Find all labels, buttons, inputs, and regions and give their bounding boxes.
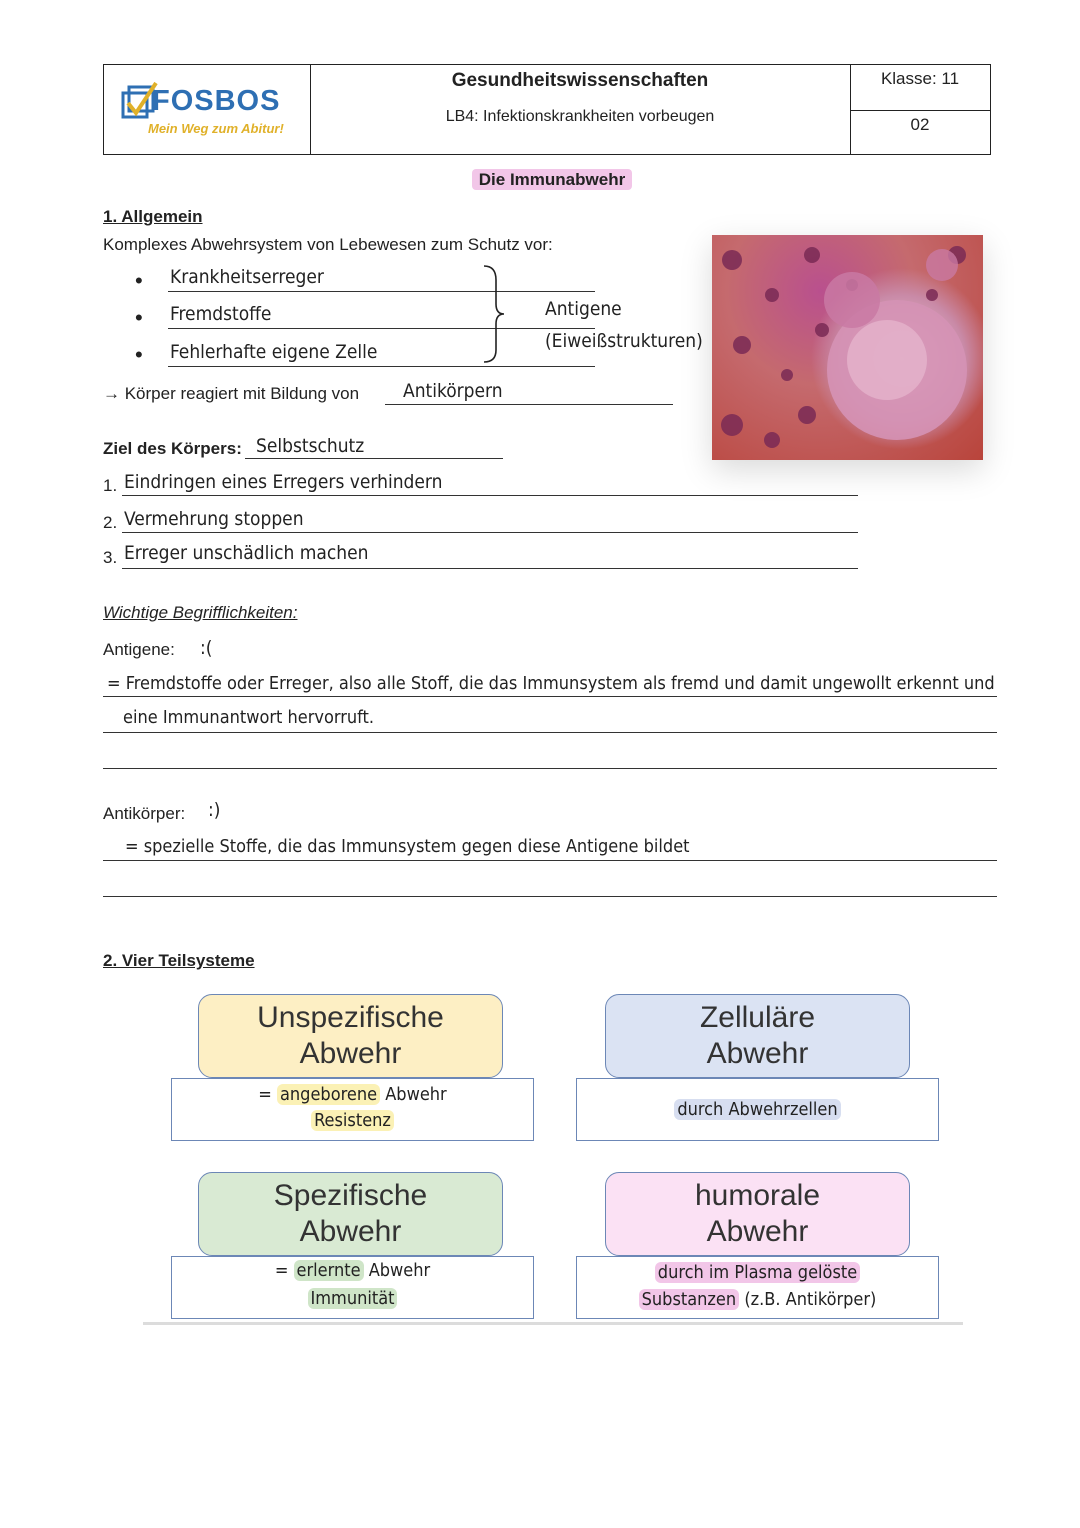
text-prefix: = <box>274 1260 294 1281</box>
box-title-line: Abwehr <box>706 1215 809 1248</box>
list-item: Fremdstoffe <box>170 303 272 325</box>
box-title-line: humorale <box>694 1179 821 1212</box>
goal-number: 3. <box>103 548 118 567</box>
answer-line <box>122 568 858 569</box>
logo-slogan: Mein Weg zum Abitur! <box>148 121 284 136</box>
box-zellulaere-content <box>576 1078 939 1141</box>
subject-title: Gesundheitswissenschaften <box>451 70 709 91</box>
answer-line <box>168 291 595 292</box>
antibody-definition: = spezielle Stoffe, die das Immunsystem gegen diese Antigene bildet <box>125 836 690 857</box>
box-humorale-title <box>605 1172 910 1256</box>
brace-label-antigene: Antigene <box>545 298 622 320</box>
list-item: Fehlerhafte eigene Zelle <box>170 341 378 363</box>
answer-line <box>103 896 997 897</box>
goal-label: Ziel des Körpers: <box>103 439 242 458</box>
box-unspezifische-content <box>171 1078 534 1141</box>
list-item: Krankheitserreger <box>170 266 324 288</box>
answer-line <box>245 458 503 459</box>
bullet: • <box>135 305 143 330</box>
goal-text: Erreger unschädlich machen <box>124 542 369 564</box>
box-line <box>577 1289 938 1310</box>
text-suffix: Abwehr <box>380 1084 447 1105</box>
brace-label-eiweiss: (Eiweißstrukturen) <box>545 330 703 352</box>
logo-text: FOSBOS <box>152 85 281 117</box>
sad-emoticon: :( <box>200 637 213 659</box>
answer-line <box>103 696 997 697</box>
box-title-line: Spezifische <box>273 1179 428 1212</box>
box-line <box>172 1110 533 1131</box>
bullet: • <box>135 268 143 293</box>
answer-line <box>103 860 997 861</box>
virus-image <box>712 235 983 460</box>
goal-text: Eindringen eines Erregers verhindern <box>124 471 443 493</box>
learning-unit: LB4: Infektionskrankheiten vorbeugen <box>445 108 715 125</box>
divider <box>850 110 990 111</box>
antigen-definition-1: = Fremdstoffe oder Erreger, also alle Stoff, die das Immunsystem als fremd und damit ungewollt erkennt und <box>107 673 995 694</box>
antigen-label: Antigene: <box>103 640 175 659</box>
page-title-wrap <box>0 170 1080 190</box>
curly-brace-icon <box>480 262 510 366</box>
box-line <box>172 1260 533 1281</box>
box-zellulaere-title <box>605 994 910 1078</box>
highlight: Substanzen <box>639 1289 740 1310</box>
page-title: Die Immunabwehr <box>472 169 632 190</box>
reaction-text: → Körper reagiert mit Bildung von <box>103 384 360 403</box>
terms-heading: Wichtige Begrifflichkeiten: <box>103 603 298 622</box>
divider <box>143 1322 963 1325</box>
answer-line <box>103 768 997 769</box>
box-line <box>577 1262 938 1283</box>
smile-emoticon: :) <box>208 799 221 821</box>
header-table <box>103 64 991 155</box>
answer-line <box>168 328 595 329</box>
box-humorale-content <box>576 1256 939 1319</box>
highlight: durch Abwehrzellen <box>674 1099 840 1120</box>
answer-line <box>122 495 858 496</box>
highlight: Resistenz <box>311 1110 394 1131</box>
reaction-answer: Antikörpern <box>403 380 503 402</box>
box-title-line: Abwehr <box>299 1215 402 1248</box>
box-unspezifische-title <box>198 994 503 1078</box>
section-heading-teilsysteme: 2. Vier Teilsysteme <box>103 951 255 970</box>
goal-text: Vermehrung stoppen <box>124 508 304 530</box>
subject-cell <box>310 65 851 154</box>
goal-number: 1. <box>103 476 118 495</box>
box-title-line: Abwehr <box>299 1037 402 1070</box>
box-title-line: Zelluläre <box>699 1001 816 1034</box>
answer-line <box>385 404 673 405</box>
answer-line <box>168 366 595 367</box>
text-suffix: Abwehr <box>363 1260 431 1281</box>
box-line <box>172 1084 533 1105</box>
logo-cell <box>104 65 311 154</box>
box-spezifische-title <box>198 1172 503 1256</box>
answer-line <box>103 732 997 733</box>
box-line <box>172 1288 533 1309</box>
answer-line <box>122 532 858 533</box>
highlight: erlernte <box>294 1260 364 1281</box>
antibody-label: Antikörper: <box>103 804 186 823</box>
text-suffix: (z.B. Antikörper) <box>739 1289 877 1310</box>
antigen-definition-2: eine Immunantwort hervorruft. <box>123 707 375 728</box>
box-line <box>577 1099 938 1120</box>
box-spezifische-content <box>171 1256 534 1319</box>
section-heading-allgemein: 1. Allgemein <box>103 207 203 226</box>
intro-text: Komplexes Abwehrsystem von Lebewesen zum Schutz vor: <box>103 235 553 254</box>
class-cell <box>850 65 990 154</box>
highlight: durch im Plasma gelöste <box>655 1262 860 1283</box>
highlight: angeborene <box>277 1084 380 1105</box>
box-title-line: Abwehr <box>706 1037 809 1070</box>
goal-number: 2. <box>103 513 118 532</box>
text-prefix: = <box>258 1084 277 1105</box>
highlight: Immunität <box>308 1288 398 1309</box>
box-title-line: Unspezifische <box>257 1001 444 1034</box>
goal-answer: Selbstschutz <box>256 435 365 457</box>
sheet-number: 02 <box>910 115 930 134</box>
bullet: • <box>135 342 143 367</box>
class-label: Klasse: 11 <box>880 69 960 88</box>
virus-illustration-icon <box>712 235 983 460</box>
